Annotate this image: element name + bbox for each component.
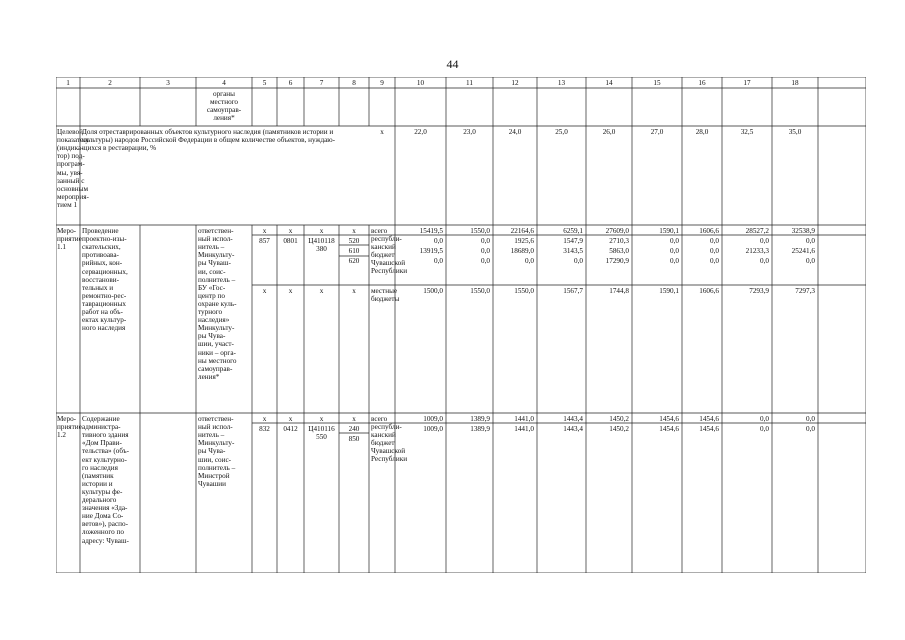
event-name: «Дом Прави- — [82, 439, 122, 448]
event-name: Содержание — [82, 415, 120, 423]
column-number: 9 — [380, 78, 384, 87]
cell-text: тием 1 — [57, 200, 78, 209]
responsible-text: наследия» — [198, 316, 230, 325]
responsible-text: ответствен- — [198, 227, 234, 235]
cell-text: показатель — [57, 136, 91, 145]
event-label: приятие — [57, 235, 82, 244]
budget-code: Ц410118 — [308, 236, 335, 245]
responsible-text: ответствен- — [198, 415, 234, 423]
cell-value: 0,0 — [525, 256, 534, 265]
budget-code: x — [319, 226, 324, 235]
cell-value: 13919,5 — [419, 246, 443, 255]
cell-value: 25,0 — [555, 128, 568, 136]
cell-value: 0,0 — [710, 246, 719, 255]
column-number: 8 — [352, 78, 356, 87]
cell-value: 1009,0 — [423, 424, 443, 433]
budget-code: 520 — [348, 236, 360, 245]
source-label: всего — [371, 226, 388, 235]
event-name: (памятник — [82, 471, 114, 480]
cell-value: 1550,0 — [470, 226, 490, 235]
cell-value: 7293,9 — [749, 286, 769, 295]
column-number: 5 — [262, 78, 267, 87]
budget-code: x — [352, 286, 356, 295]
event-name: тельства» (объ- — [82, 447, 129, 456]
cell-value: 0,0 — [806, 414, 815, 423]
cell-value: 1454,6 — [699, 414, 719, 423]
event-name: истории и — [82, 479, 113, 488]
budget-code: x — [352, 414, 356, 423]
event-name: скательских, — [82, 243, 121, 252]
responsible-text: ии, соис- — [198, 267, 226, 276]
budget-code: x — [319, 286, 324, 295]
cell-value: 15419,5 — [419, 226, 443, 235]
source-label: бюджет — [371, 438, 395, 447]
cell-value: 0,0 — [481, 236, 490, 245]
event-name: ветов»), распо- — [82, 520, 128, 529]
event-name: ремонтно-рес- — [82, 291, 127, 300]
responsible-text: Минстрой — [198, 471, 230, 480]
cell-value: 0,0 — [434, 236, 443, 245]
cell-value: 1606,6 — [699, 286, 719, 295]
cell-text: мероприя- — [57, 192, 89, 201]
event-name: рийных, кон- — [82, 259, 123, 268]
budget-code: 832 — [259, 424, 270, 433]
responsible-text: ры Чуваш- — [198, 259, 231, 268]
budget-code: 857 — [259, 236, 270, 245]
cell-value: 2710,3 — [609, 236, 629, 245]
column-number: 15 — [653, 78, 661, 87]
cell-value: 1450,2 — [609, 424, 629, 433]
cell-value: 0,0 — [806, 256, 815, 265]
source-label: Чувашской — [371, 258, 406, 267]
event-name: восстанови- — [82, 275, 119, 284]
indicator-text: щихся в реставрации, % — [82, 144, 157, 153]
indicator-text: культуры) народов Российской Федерации в общем количестве объектов, нуждаю- — [82, 136, 336, 145]
responsible-text: нитель – — [198, 243, 225, 252]
cell-value: 24,0 — [508, 128, 522, 136]
cell-value: 1606,6 — [699, 226, 719, 235]
event-name: го наследия — [82, 463, 118, 472]
cell-value: 0,0 — [760, 414, 769, 423]
budget-code: Ц410116 — [308, 424, 335, 433]
event-name: ложенного по — [82, 528, 124, 537]
cell-value: 27,0 — [650, 128, 664, 136]
event-name: тивного здания — [82, 431, 129, 440]
cell-value: 0,0 — [760, 256, 769, 265]
event-name: адресу: Чуваш- — [82, 536, 129, 545]
responsible-text: турного — [198, 308, 223, 316]
event-name: противоава- — [82, 251, 119, 260]
budget-code: x — [262, 414, 267, 423]
responsible-text: Минкульту- — [198, 251, 235, 260]
cell-value: 1443,4 — [563, 414, 583, 423]
event-name: дерального — [82, 496, 117, 504]
cell-value: 28527,2 — [745, 226, 769, 235]
responsible-text: ники – орга- — [198, 348, 236, 357]
responsible-text: ры Чува- — [198, 332, 226, 341]
cell-value: 1450,2 — [609, 414, 629, 423]
event-name: ектах культур- — [82, 316, 127, 325]
budget-code: x — [319, 414, 324, 423]
column-number: 17 — [743, 78, 751, 87]
event-name: таврационных — [82, 299, 126, 308]
responsible-text: Минкульту- — [198, 439, 235, 448]
cell-value: 25241,6 — [791, 246, 815, 255]
cell-value: x — [380, 128, 384, 136]
budget-code: x — [288, 414, 293, 423]
budget-code: 850 — [348, 434, 360, 443]
source-label: Республики — [371, 267, 408, 275]
cell-text: основным — [57, 184, 89, 193]
budget-code: 0801 — [283, 236, 298, 245]
cell-value: 1925,6 — [514, 236, 534, 245]
cell-value: 0,0 — [574, 256, 583, 265]
cell-value: 1443,4 — [563, 424, 583, 433]
cell-value: 1454,6 — [699, 424, 719, 433]
responsible-text: полнитель – — [198, 463, 236, 472]
source-label: республи- — [371, 234, 402, 243]
cell-value: 0,0 — [806, 236, 815, 245]
cell-value: 28,0 — [695, 128, 709, 136]
cell-value: 0,0 — [710, 236, 719, 245]
event-name: сервационных, — [82, 267, 128, 276]
budget-code: x — [288, 286, 293, 295]
cell-value: 18689,0 — [510, 246, 534, 255]
column-number: 10 — [416, 78, 425, 87]
source-label: канский — [371, 430, 396, 439]
event-name: культуры фе- — [82, 487, 123, 496]
event-label: 1.1 — [57, 243, 66, 252]
column-number: 6 — [288, 78, 293, 87]
cell-value: 1550,0 — [514, 286, 534, 295]
event-name: ного наследия — [82, 324, 126, 333]
cell-value: 5863,0 — [609, 246, 629, 255]
cell-value: 32,5 — [740, 128, 754, 136]
cell-value: 27609,0 — [605, 226, 629, 235]
column-number: 18 — [791, 78, 799, 87]
cell-text: тор) под- — [57, 152, 85, 161]
cell-value: 0,0 — [481, 256, 490, 265]
cell-text: занный с — [57, 176, 85, 185]
cell-value: 1590,1 — [659, 286, 679, 295]
cell-value: 1441,0 — [514, 414, 534, 423]
cell-value: 1590,1 — [659, 226, 679, 235]
column-number: 1 — [66, 78, 70, 87]
cell-value: 1454,6 — [659, 424, 679, 433]
cell-value: 0,0 — [710, 256, 719, 265]
column-number: 7 — [319, 78, 324, 87]
cell-text: Целевой — [57, 128, 83, 136]
cell-text: ления* — [213, 113, 235, 122]
cell-value: 21233,3 — [745, 246, 769, 255]
column-number: 4 — [222, 78, 226, 87]
cell-value: 1547,9 — [563, 236, 583, 245]
event-label: Меро- — [57, 227, 77, 235]
source-label: Чувашской — [371, 446, 406, 455]
budget-code: x — [262, 286, 267, 295]
cell-value: 1744,8 — [609, 286, 629, 295]
event-label: Меро- — [57, 415, 77, 423]
budget-code: x — [262, 226, 267, 235]
budget-code: 380 — [316, 244, 327, 253]
event-name: значения «Зда- — [82, 504, 128, 513]
cell-value: 0,0 — [670, 246, 679, 255]
responsible-text: ры Чува- — [198, 447, 226, 456]
cell-text: местного — [209, 97, 239, 106]
source-label: республи- — [371, 422, 402, 431]
responsible-text: Чувашии — [198, 479, 226, 488]
event-name: ние Дома Со- — [82, 512, 124, 521]
source-label: Республики — [371, 455, 408, 463]
cell-value: 1009,0 — [423, 414, 443, 423]
cell-value: 0,0 — [760, 424, 769, 433]
cell-value: 3143,5 — [563, 246, 583, 255]
cell-text: органы — [212, 89, 235, 98]
budget-code: x — [288, 226, 293, 235]
budget-code: 550 — [316, 432, 327, 441]
cell-value: 32538,9 — [791, 226, 815, 235]
responsible-text: шии, участ- — [198, 340, 234, 349]
responsible-text: самоуправ- — [198, 364, 233, 373]
cell-value: 6259,1 — [563, 226, 583, 235]
event-name: ект культурно- — [82, 455, 127, 464]
budget-code: x — [352, 226, 356, 235]
indicator-text: Доля отреставрированных объектов культурного наследия (памятников истории и — [82, 128, 334, 136]
cell-value: 17290,9 — [605, 256, 629, 265]
responsible-text: центр по — [198, 291, 225, 300]
cell-value: 1500,0 — [423, 286, 443, 295]
source-label: всего — [371, 414, 388, 423]
cell-value: 1567,7 — [563, 286, 583, 295]
cell-value: 1441,0 — [514, 424, 534, 433]
cell-value: 1454,6 — [659, 414, 679, 423]
column-number: 14 — [605, 78, 613, 87]
budget-code: 620 — [348, 257, 360, 266]
column-number: 3 — [166, 78, 170, 87]
source-label: бюджет — [371, 250, 395, 259]
event-name: работ на объ- — [82, 308, 123, 316]
responsible-text: Минкульту- — [198, 324, 235, 333]
cell-text: програм- — [57, 160, 85, 169]
responsible-text: ны местного — [198, 356, 237, 365]
budget-code: 0412 — [283, 424, 298, 433]
cell-value: 0,0 — [434, 256, 443, 265]
event-label: 1.2 — [57, 431, 66, 440]
source-label: бюджеты — [371, 294, 400, 303]
responsible-text: шии, соис- — [198, 455, 232, 464]
cell-value: 0,0 — [481, 246, 490, 255]
cell-text: мы, увя- — [57, 168, 83, 177]
column-number: 13 — [557, 78, 566, 87]
cell-value: 1389,9 — [470, 414, 490, 423]
cell-value: 0,0 — [760, 236, 769, 245]
cell-value: 7297,3 — [795, 286, 815, 295]
budget-table — [56, 77, 866, 573]
page-number: 44 — [446, 57, 459, 71]
cell-value: 0,0 — [806, 424, 815, 433]
cell-value: 26,0 — [602, 128, 616, 136]
cell-value: 22164,6 — [510, 226, 534, 235]
responsible-text: нитель – — [198, 431, 225, 440]
cell-value: 0,0 — [670, 256, 679, 265]
cell-value: 1389,9 — [470, 424, 490, 433]
responsible-text: ный испол- — [198, 235, 233, 244]
source-label: местные — [371, 286, 398, 295]
cell-value: 0,0 — [670, 236, 679, 245]
event-name: тельных и — [82, 283, 114, 292]
cell-value: 35,0 — [788, 128, 802, 136]
cell-text: самоуправ- — [206, 105, 242, 114]
budget-code: 610 — [348, 246, 360, 255]
event-name: администра- — [82, 423, 121, 432]
cell-value: 23,0 — [463, 128, 476, 136]
column-number: 11 — [466, 78, 473, 87]
responsible-text: полнитель – — [198, 275, 236, 284]
budget-code: 240 — [348, 424, 360, 433]
source-label: канский — [371, 242, 396, 251]
event-label: приятие — [57, 423, 82, 432]
event-name: проектно-изы- — [82, 235, 127, 244]
column-number: 16 — [698, 78, 706, 87]
column-number: 12 — [511, 78, 519, 87]
responsible-text: БУ «Гос- — [198, 283, 226, 292]
responsible-text: ления* — [198, 372, 220, 381]
responsible-text: ный испол- — [198, 423, 233, 432]
event-name: Проведение — [82, 227, 119, 235]
cell-value: 1550,0 — [470, 286, 490, 295]
responsible-text: охране куль- — [198, 299, 237, 308]
cell-value: 22,0 — [414, 128, 427, 136]
cell-text: (индика- — [57, 144, 84, 153]
column-number: 2 — [108, 78, 112, 87]
